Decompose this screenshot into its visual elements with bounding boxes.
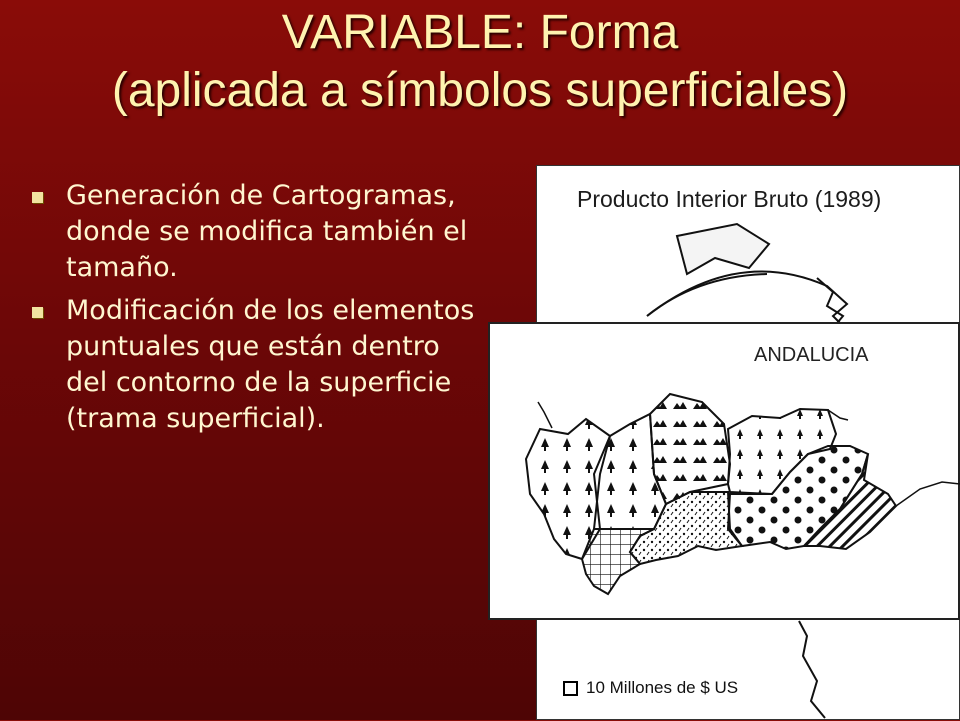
- bullet-text: Generación de Cartogramas, donde se modifica también el tamaño.: [66, 180, 468, 283]
- slide-title: [0, 4, 960, 120]
- bullet-item: [28, 178, 488, 286]
- title-line-1: VARIABLE: Forma: [281, 6, 679, 59]
- figure-title: Producto Interior Bruto (1989): [577, 186, 882, 212]
- andalucia-map: [490, 324, 960, 622]
- bullet-list: [28, 178, 488, 444]
- andalucia-map-figure: [488, 322, 960, 620]
- square-bullet-icon: [32, 307, 43, 318]
- bullet-text: Modificación de los elementos puntuales que están dentro del contorno de la superficie (trama superficial).: [66, 295, 475, 434]
- legend-text: 10 Millones de $ US: [586, 678, 739, 697]
- title-line-2: (aplicada a símbolos superficiales): [111, 64, 849, 117]
- bullet-item: [28, 293, 488, 437]
- region-label: ANDALUCIA: [754, 344, 869, 366]
- legend-square-icon: [563, 681, 578, 696]
- square-bullet-icon: [32, 192, 43, 203]
- map-legend: [563, 678, 738, 698]
